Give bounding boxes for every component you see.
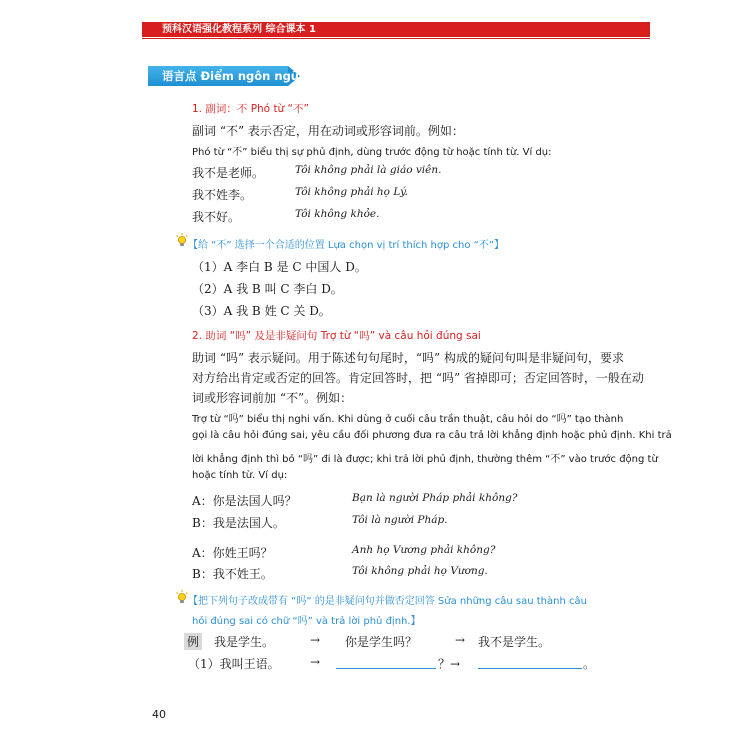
exercise2-title-line: 【把下列句子改成带有 “吗” 的是非疑问句并做否定回答 Sửa những câu sau thành câu [188, 596, 587, 607]
example-vi: Tôi không phải họ Lý. [295, 186, 408, 198]
example-vi: Tôi không phải là giáo viên. [295, 164, 442, 176]
arrow-icon: → [310, 633, 321, 647]
page-number: 40 [152, 708, 166, 721]
exercise2-title-line: hỏi đúng sai có chữ “吗” và trả lời phủ định.】 [192, 616, 421, 627]
point1-desc-vi: Phó từ “不” biểu thị sự phủ định, dùng trước động từ hoặc tính từ. Ví dụ: [192, 147, 552, 158]
example-label: 例 [184, 633, 202, 650]
answer-blank-negative[interactable] [478, 668, 582, 669]
dialogue-zh: A：你姓王吗？ [192, 546, 273, 560]
example-vi: Tôi không khỏe. [295, 208, 380, 220]
dialogue-vi: Tôi là người Pháp. [352, 514, 448, 526]
section-banner [148, 66, 298, 86]
example-row [184, 633, 208, 650]
question-mark-arrow: ？→ [438, 657, 461, 671]
example-zh: 我不姓李。 [192, 188, 253, 202]
point2-desc-zh-line: 对方给出肯定或否定的回答。肯定回答时，把 “吗” 省掉即可；否定回答时，一般在动 [192, 371, 644, 385]
example-answer: 我不是学生。 [478, 635, 551, 649]
exercise-item: （3）A 我 B 姓 C 关 D。 [192, 304, 331, 318]
exercise-item: （2）A 我 B 叫 C 李白 D。 [192, 282, 343, 296]
example-zh: 我不好。 [192, 210, 241, 224]
example-question: 你是学生吗？ [345, 635, 418, 649]
arrow-icon: → [455, 633, 466, 647]
point1-title: 1. 副词：不 Phó từ “不” [192, 103, 309, 115]
header-bar [142, 22, 650, 37]
point2-desc-zh-line: 助词 “吗” 表示疑问。用于陈述句句尾时，“吗” 构成的疑问句叫是非疑问句，要求 [192, 351, 624, 365]
dialogue-zh: B：我是法国人。 [192, 516, 285, 530]
exercise1-title: 【给 “不” 选择一个合适的位置 Lựa chọn vị trí thích hợp cho “不”】 [188, 240, 504, 251]
arrow-icon: → [310, 655, 321, 669]
dialogue-zh: B：我不姓王。 [192, 567, 273, 581]
header-rule [142, 38, 650, 39]
lightbulb-icon [176, 233, 188, 247]
dialogue-vi: Bạn là người Pháp phải không? [352, 492, 518, 504]
point2-title: 2. 助词 “吗” 及是非疑问句 Trợ từ “吗” và câu hỏi đúng sai [192, 330, 481, 342]
point2-desc-vi-line: lời khẳng định thì bỏ “吗” đi là được; khi trả lời phủ định, thường thêm “不” vào trước động từ [192, 454, 658, 465]
dialogue-vi: Tôi không phải họ Vương. [352, 565, 488, 577]
example-sentence: 我是学生。 [214, 635, 275, 649]
exercise-item: （1）A 李白 B 是 C 中国人 D。 [192, 260, 367, 274]
banner-text: 语言点 Điểm ngôn ngữ [162, 69, 299, 83]
point2-desc-vi-line: gọi là câu hỏi đúng sai, yêu cầu đối phương đưa ra câu trả lời khẳng định hoặc phủ định. Khi trả [192, 430, 672, 441]
lightbulb-icon [176, 590, 188, 604]
point2-desc-zh-line: 词或形容词前加 “不”。例如： [192, 391, 353, 405]
exercise2-item-label: （1）我叫王语。 [188, 657, 280, 671]
point2-desc-vi-line: hoặc tính từ. Ví dụ: [192, 470, 288, 481]
point2-desc-vi-line: Trợ từ “吗” biểu thị nghi vấn. Khi dùng ở cuối câu trần thuật, câu hỏi do “吗” tạo thành [192, 414, 624, 425]
answer-blank-question[interactable] [336, 668, 436, 669]
point1-desc-zh: 副词 “不” 表示否定，用在动词或形容词前。例如： [192, 124, 464, 138]
dialogue-vi: Anh họ Vương phải không? [352, 544, 496, 556]
header-title: 预科汉语强化教程系列 综合课本 1 [162, 24, 316, 35]
dialogue-zh: A：你是法国人吗？ [192, 494, 297, 508]
period-mark: 。 [583, 657, 596, 671]
example-zh: 我不是老师。 [192, 166, 265, 180]
